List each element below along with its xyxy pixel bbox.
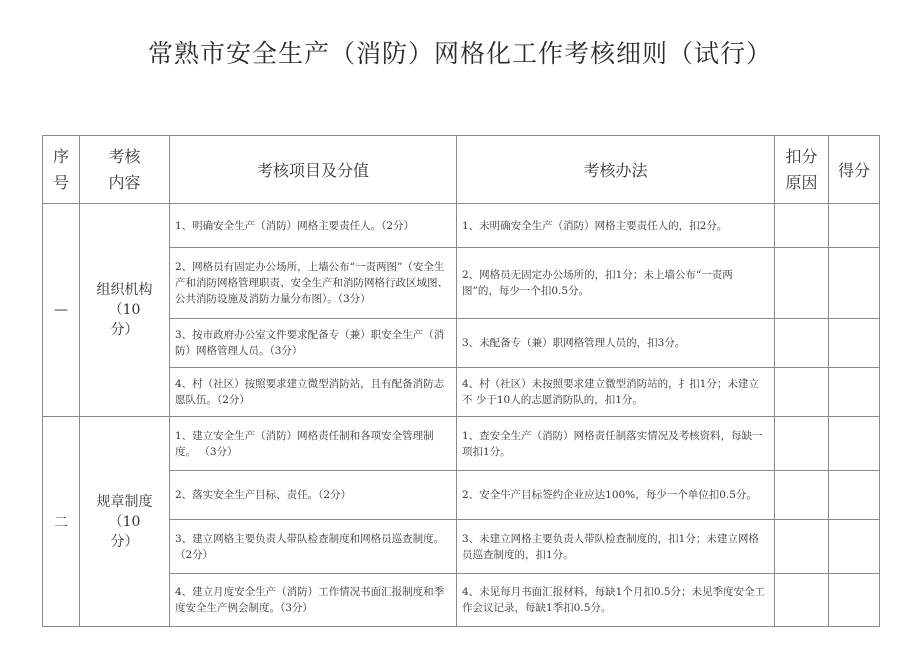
method-cell: 4、村（社区）未按照要求建立微型消防站的，扌扣1分；未建立不 少于10人的志愿消防队的，扣1分。 [457,368,775,417]
document-title: 常熟市安全生产（消防）网格化工作考核细则（试行） [147,39,772,68]
reason-cell[interactable] [775,520,829,574]
score-cell[interactable] [829,248,880,319]
method-cell: 4、未见每月书面汇报材料，每缺1个月扣0.5分；未见季度安全工作会议记录，每缺1季扣0.5分。 [457,574,775,627]
header-reason: 扣分 原因 [775,136,829,204]
item-cell: 3、建立网格主要负责人带队检查制度和网格员巡查制度。 （2分） [170,520,457,574]
header-content: 考核 内容 [80,136,170,204]
item-cell: 2、落实安全生产目标、责任。（2分） [170,471,457,520]
score-cell[interactable] [829,574,880,627]
section-category: 组织机构 （10 分） [80,204,170,417]
reason-cell[interactable] [775,417,829,471]
item-cell: 1、明确安全生产（消防）网格主要责任人。（2分） [170,204,457,248]
method-cell: 3、未配备专（兼）职网格管理人员的，扣3分。 [457,319,775,368]
assessment-table [42,135,880,627]
item-cell: 4、建立月度安全生产（消防）工作情况书面汇报制度和季度安全生产例会制度。（3分） [170,574,457,627]
reason-cell[interactable] [775,471,829,520]
method-cell: 2、网格员无固定办公场所的，扣1分；未上墙公布“一责两图”的，每少一个扣0.5分。 [457,248,775,319]
header-seq: 序 号 [43,136,80,204]
reason-cell[interactable] [775,368,829,417]
item-cell: 1、建立安全生产（消防）网格责任制和各项安全管理制度。 （3分） [170,417,457,471]
section-seq: — [43,204,80,417]
header-method: 考核办法 [457,136,775,204]
reason-cell[interactable] [775,248,829,319]
score-cell[interactable] [829,319,880,368]
reason-cell[interactable] [775,574,829,627]
reason-cell[interactable] [775,319,829,368]
header-score: 得分 [829,136,880,204]
score-cell[interactable] [829,204,880,248]
item-cell: 3、按市政府办公室文件要求配备专（兼）职安全生产（消防）网格管理人员。（3分） [170,319,457,368]
section-category: 规章制度 （10 分） [80,417,170,627]
reason-cell[interactable] [775,204,829,248]
score-cell[interactable] [829,417,880,471]
score-cell[interactable] [829,471,880,520]
method-cell: 1、未明确安全生产（消防）网格主要责任人的，扣2分。 [457,204,775,248]
section-seq: 二 [43,417,80,627]
score-cell[interactable] [829,520,880,574]
table-row [43,204,880,248]
method-cell: 1、查安全生产（消防）网格责任制落实情况及考核资料，每缺一项扣1分。 [457,417,775,471]
header-row [43,136,880,204]
method-cell: 2、安全牛产目标签约企业应达100%，每少一个单位扣0.5分。 [457,471,775,520]
score-cell[interactable] [829,368,880,417]
method-cell: 3、未建立网格主要负责人带队检查制度的，扣1分；未建立网格员巡查制度的，扣1分。 [457,520,775,574]
header-items: 考核项目及分值 [170,136,457,204]
table-row [43,417,880,471]
item-cell: 4、村（社区）按照要求建立微型消防站，且有配备消防志愿队伍。（2分） [170,368,457,417]
item-cell: 2、网格员有固定办公场所，上墙公布“一责两图”（安全生产和消防网格管理职责、安全生产和消防网格行政区域图、公共消防设施及消防力量分布图）。（3分） [170,248,457,319]
